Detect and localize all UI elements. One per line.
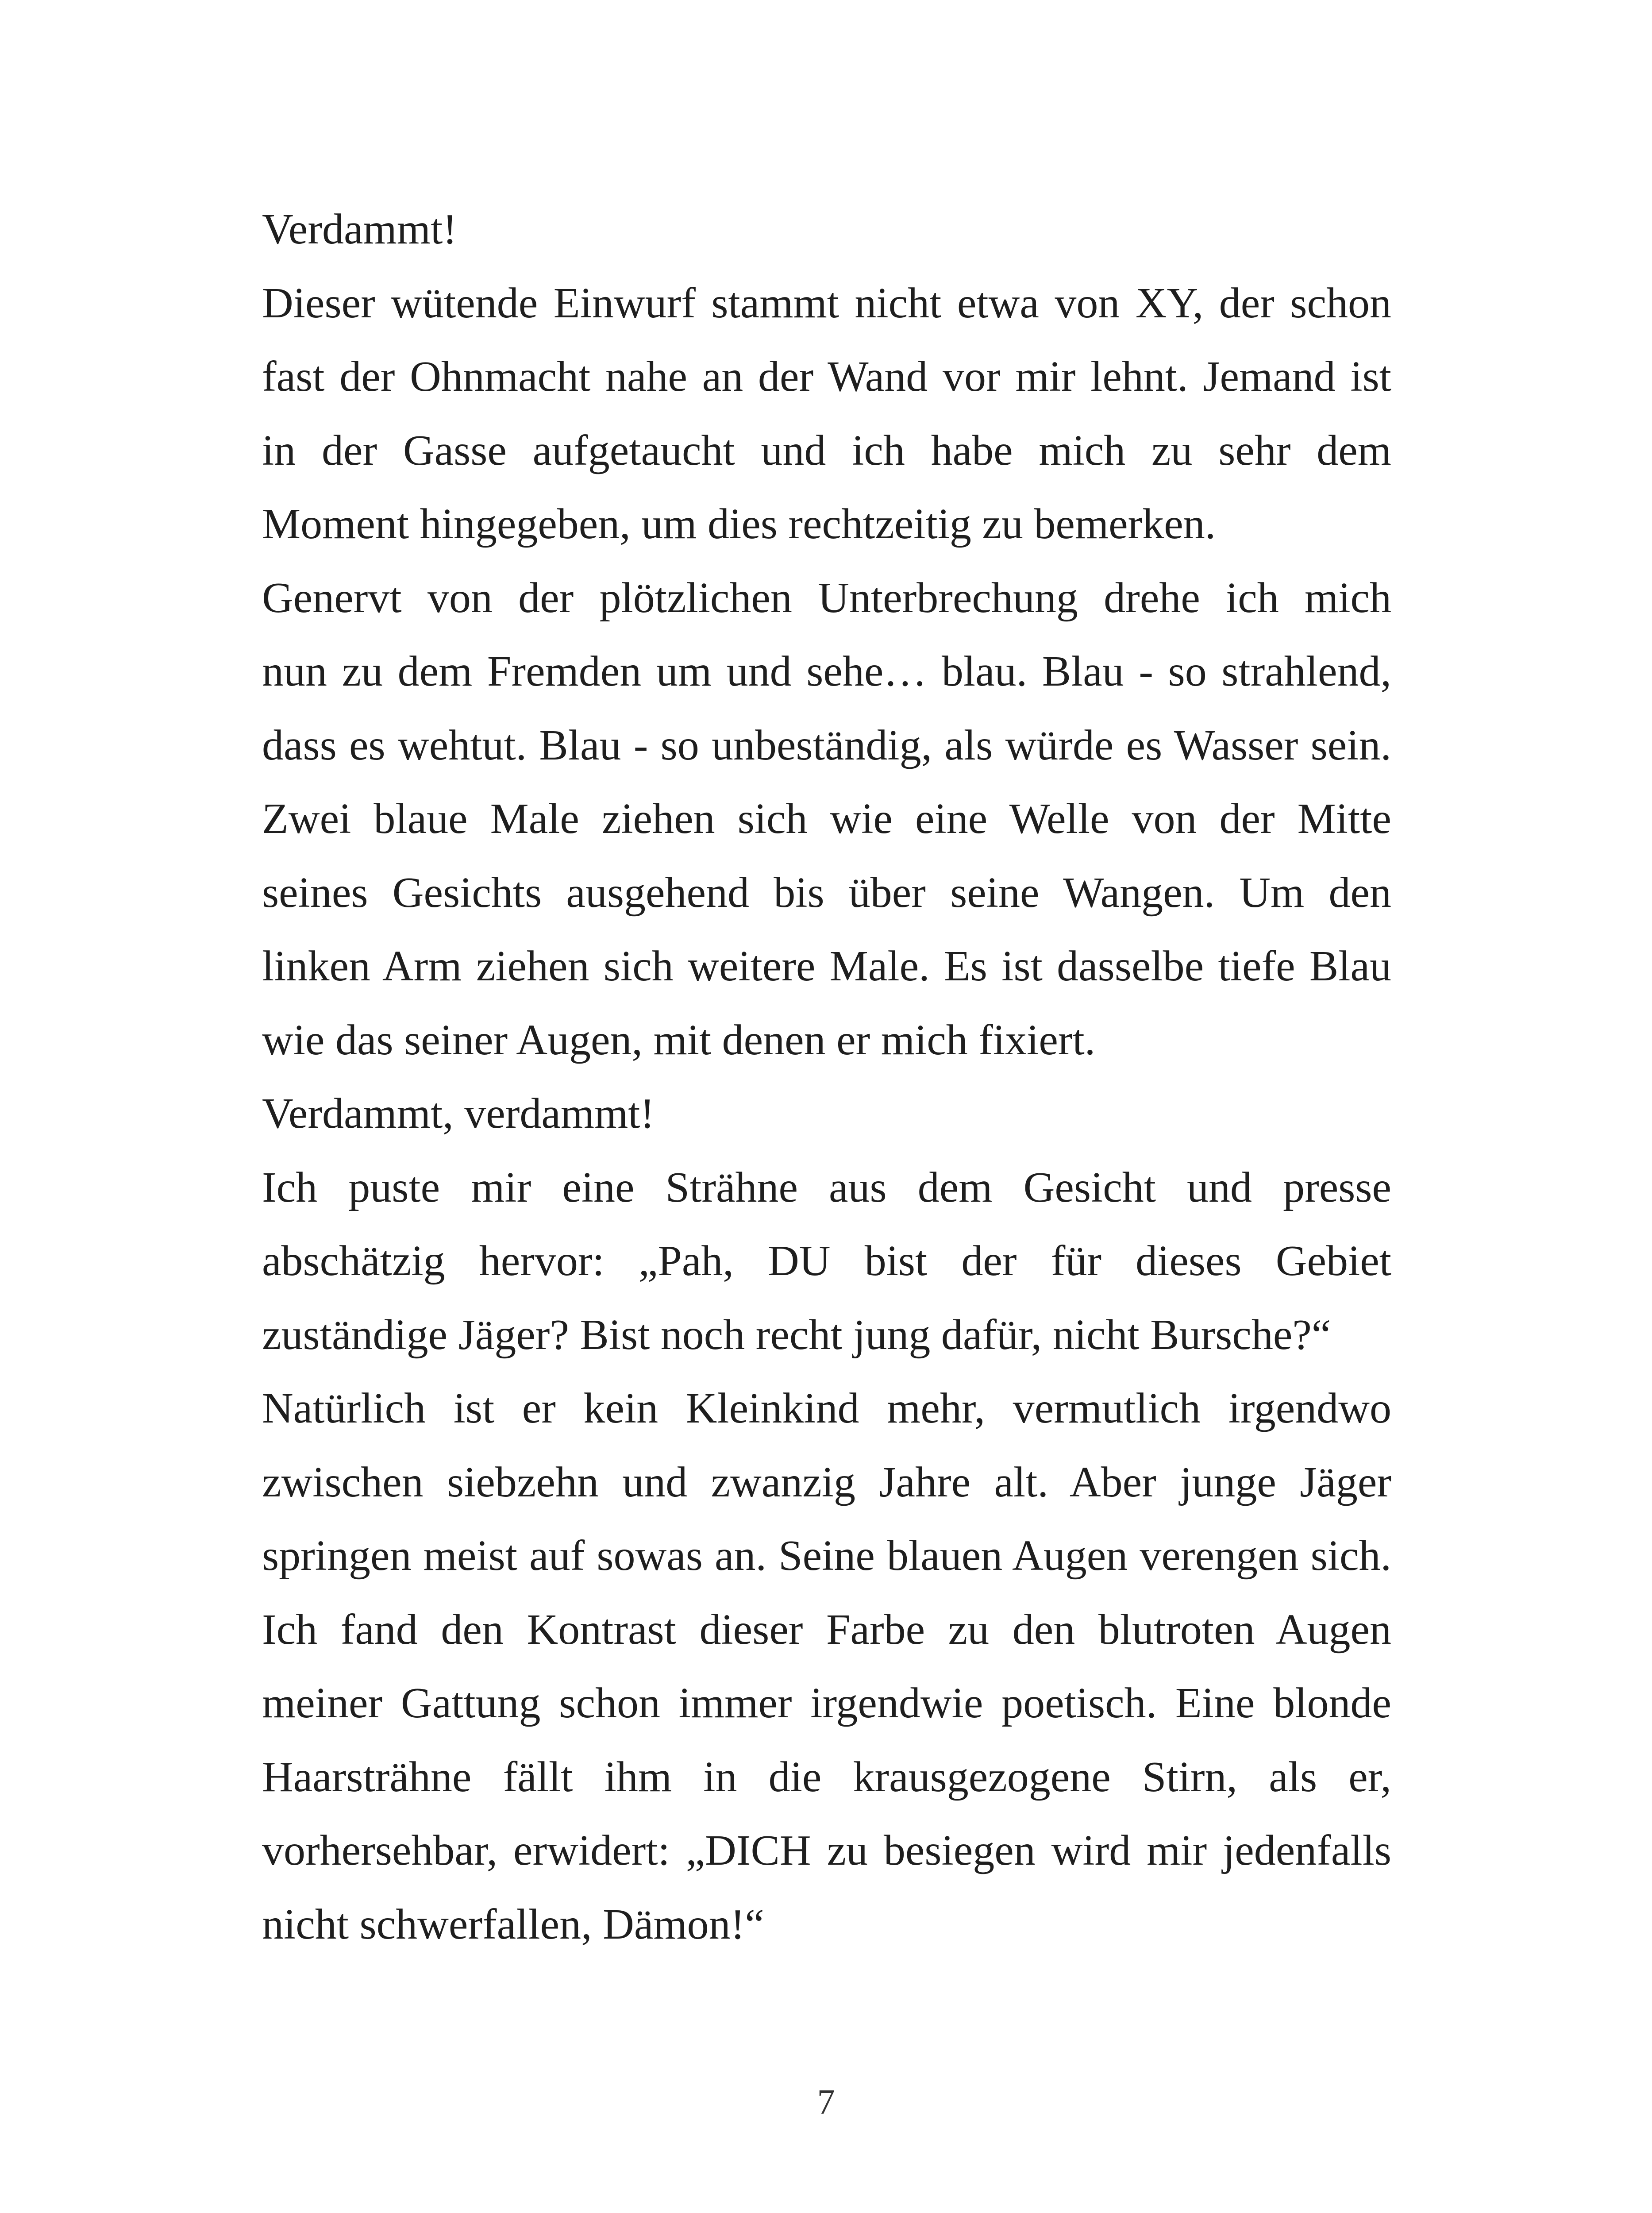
text-line: Verdammt!	[262, 205, 457, 253]
text-line: nun zu dem Fremden um und sehe… blau. Blau - so strahlend,	[262, 648, 1391, 695]
text-line: fast der Ohnmacht nahe an der Wand vor mir lehnt. Jemand ist	[262, 353, 1391, 401]
text-line: wie das seiner Augen, mit denen er mich fixiert.	[262, 1016, 1096, 1064]
body-text	[262, 193, 1391, 1961]
text-line: Ich fand den Kontrast dieser Farbe zu den blutroten Augen	[262, 1605, 1391, 1654]
text-line: abschätzig hervor: „Pah, DU bist der für dieses Gebiet	[262, 1237, 1391, 1285]
text-line: seines Gesichts ausgehend bis über seine Wangen. Um den	[262, 868, 1391, 917]
text-line: Genervt von der plötzlichen Unterbrechung drehe ich mich	[262, 574, 1391, 622]
text-line: meiner Gattung schon immer irgendwie poetisch. Eine blonde	[262, 1679, 1391, 1727]
text-line: springen meist auf sowas an. Seine blauen Augen verengen sich.	[262, 1532, 1391, 1580]
text-line: Verdammt, verdammt!	[262, 1090, 655, 1137]
page-number: 7	[817, 2083, 835, 2122]
text-line: Ich puste mir eine Strähne aus dem Gesicht und presse	[262, 1163, 1391, 1211]
text-line: Natürlich ist er kein Kleinkind mehr, vermutlich irgendwo	[262, 1384, 1391, 1432]
text-line: nicht schwerfallen, Dämon!“	[262, 1900, 764, 1948]
text-line: Zwei blaue Male ziehen sich wie eine Welle von der Mitte	[262, 795, 1391, 843]
text-line: Dieser wütende Einwurf stammt nicht etwa von XY, der schon	[262, 279, 1391, 327]
text-line: linken Arm ziehen sich weitere Male. Es ist dasselbe tiefe Blau	[262, 942, 1391, 990]
text-line: in der Gasse aufgetaucht und ich habe mich zu sehr dem	[262, 426, 1391, 474]
text-line: vorhersehbar, erwidert: „DICH zu besiegen wird mir jedenfalls	[262, 1827, 1391, 1874]
text-line: dass es wehtut. Blau - so unbeständig, als würde es Wasser sein.	[262, 721, 1391, 769]
text-line: zuständige Jäger? Bist noch recht jung dafür, nicht Bursche?“	[262, 1311, 1331, 1359]
text-line: Haarsträhne fällt ihm in die krausgezogene Stirn, als er,	[262, 1753, 1391, 1801]
text-line: Moment hingegeben, um dies rechtzeitig zu bemerken.	[262, 500, 1216, 548]
text-line: zwischen siebzehn und zwanzig Jahre alt. Aber junge Jäger	[262, 1458, 1391, 1506]
